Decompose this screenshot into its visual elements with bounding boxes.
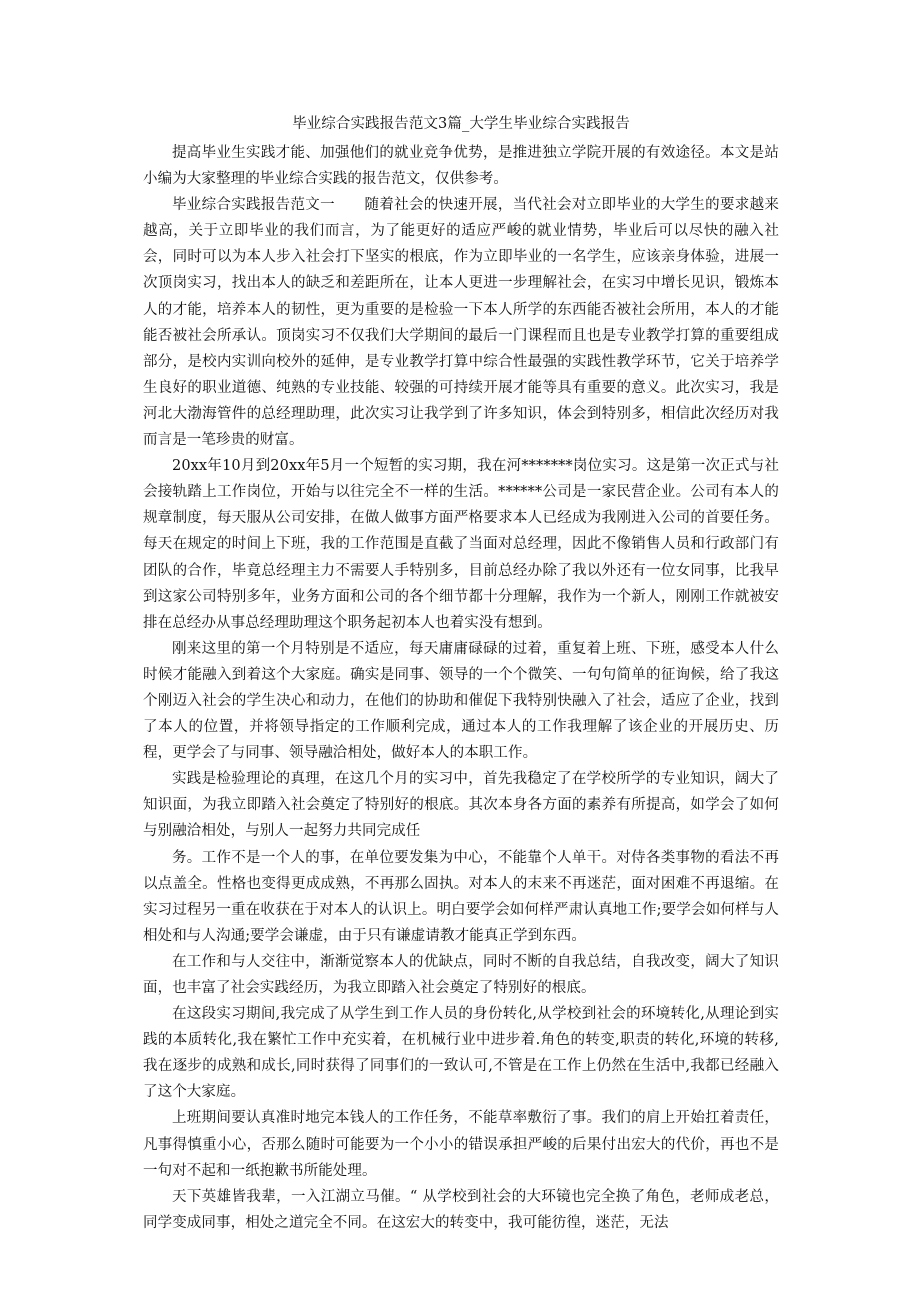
paragraph-intro: 提高毕业生实践才能、加强他们的就业竞争优势，是推进独立学院开展的有效途径。本文是站小编为大家整理的毕业综合实践的报告范文，仅供参考。 bbox=[143, 145, 779, 188]
paragraph-3: 刚来这里的第一个月特别是不适应，每天庸庸碌碌的过着，重复着上班、下班，感受本人什么时候才能融入到着这个大家庭。确实是同事、领导的一个个微笑、一句句简单的征询候，给了我这个刚迈入社会的学生决心和动力，在他们的协助和催促下我特别快融入了社会，适应了企业，找到了本人的位置，并将领导指定的工作顺利完成，通过本人的工作我理解了该企业的开展历史、历程，更学会了与同事、领导融洽相处，做好本人的本职工作。 bbox=[143, 640, 779, 762]
paragraph-7: 在这段实习期间,我完成了从学生到工作人员的身份转化,从学校到社会的环境转化,从理论到实践的本质转化,我在繁忙工作中充实着，在机械行业中进步着.角色的转变,职责的转化,环境的转移,我在逐步的成熟和成长,同时获得了同事们的一致认可,不管是在工作上仍然在生活中,我都已经融入了这个大家庭。 bbox=[143, 1006, 779, 1101]
paragraph-6: 在工作和与人交往中，渐渐觉察本人的优缺点，同时不断的自我总结，自我改变，阔大了知识面，也丰富了社会实践经历，为我立即踏入社会奠定了特别好的根底。 bbox=[143, 953, 779, 996]
paragraph-4: 实践是检验理论的真理，在这几个月的实习中，首先我稳定了在学校所学的专业知识，阔大了知识面，为我立即踏入社会奠定了特别好的根底。其次本身各方面的素养有所提高，如学会了如何与别融洽相处，与别人一起努力共同完成任 bbox=[143, 771, 779, 840]
document-page bbox=[143, 108, 779, 1236]
paragraph-2: 20xx年10月到20xx年5月一个短暂的实习期，我在河*******岗位实习。这是第一次正式与社会接轨踏上工作岗位，开始与以往完全不一样的生活。******公司是一家民营企业。公司有本人的规章制度，每天服从公司安排，在做人做事方面严格要求本人已经成为我刚进入公司的首要任务。每天在规定的时间上下班，我的工作范围是直截了当面对总经理，因此不像销售人员和行政部门有团队的合作，毕竟总经理主力不需要人手特别多，目前总经办除了我以外还有一位女同事，比我早到这家公司特别多年，业务方面和公司的各个细节都十分理解，我作为一个新人，刚刚工作就被安排在总经办从事总经理助理这个职务起初本人也着实没有想到。 bbox=[143, 458, 779, 631]
paragraph-9: 天下英雄皆我辈，一入江湖立马催。“ 从学校到社会的大环镜也完全换了角色，老师成老总，同学变成同事，相处之道完全不同。在这宏大的转变中，我可能彷徨，迷茫，无法 bbox=[143, 1188, 779, 1231]
document-title: 毕业综合实践报告范文3篇_大学生毕业综合实践报告 bbox=[292, 116, 630, 132]
paragraph-1: 毕业综合实践报告范文一 随着社会的快速开展，当代社会对立即毕业的大学生的要求越来越高，关于立即毕业的我们而言，为了能更好的适应严峻的就业情势，毕业后可以尽快的融入社会，同时可以为本人步入社会打下坚实的根底，作为立即毕业的一名学生，应该亲身体验，进展一次顶岗实习，找出本人的缺乏和差距所在，让本人更进一步理解社会，在实习中增长见识，锻炼本人的才能，培养本人的韧性，更为重要的是检验一下本人所学的东西能否被社会所用，本人的才能能否被社会所承认。顶岗实习不仅我们大学期间的最后一门课程而且也是专业教学打算的重要组成部分，是校内实训向校外的延伸，是专业教学打算中综合性最强的实践性教学环节，它关于培养学生良好的职业道德、纯熟的专业技能、较强的可持续开展才能等具有重要的意义。此次实习，我是河北大渤海管件的总经理助理，此次实习让我学到了许多知识，体会到特别多，相信此次经历对我而言是一笔珍贵的财富。 bbox=[143, 197, 779, 449]
paragraph-5: 务。工作不是一个人的事，在单位要发集为中心，不能靠个人单干。对侍各类事物的看法不再以点盖全。性格也变得更成成熟，不再那么固执。对本人的末来不再迷茫，面对困难不再退缩。在实习过程另一重在收获在于对本人的认识上。明白要学会如何样严肃认真地工作;要学会如何样与人相处和与人沟通;要学会谦虚，由于只有谦虚请教才能真正学到东西。 bbox=[143, 849, 779, 944]
paragraph-8: 上班期间要认真准时地完本钱人的工作任务，不能草率敷衍了事。我们的肩上开始扛着责任，凡事得慎重小心，否那么随时可能要为一个小小的错误承担严峻的后果付出宏大的代价，再也不是一句对不起和一纸抱歉书所能处理。 bbox=[143, 1110, 779, 1179]
